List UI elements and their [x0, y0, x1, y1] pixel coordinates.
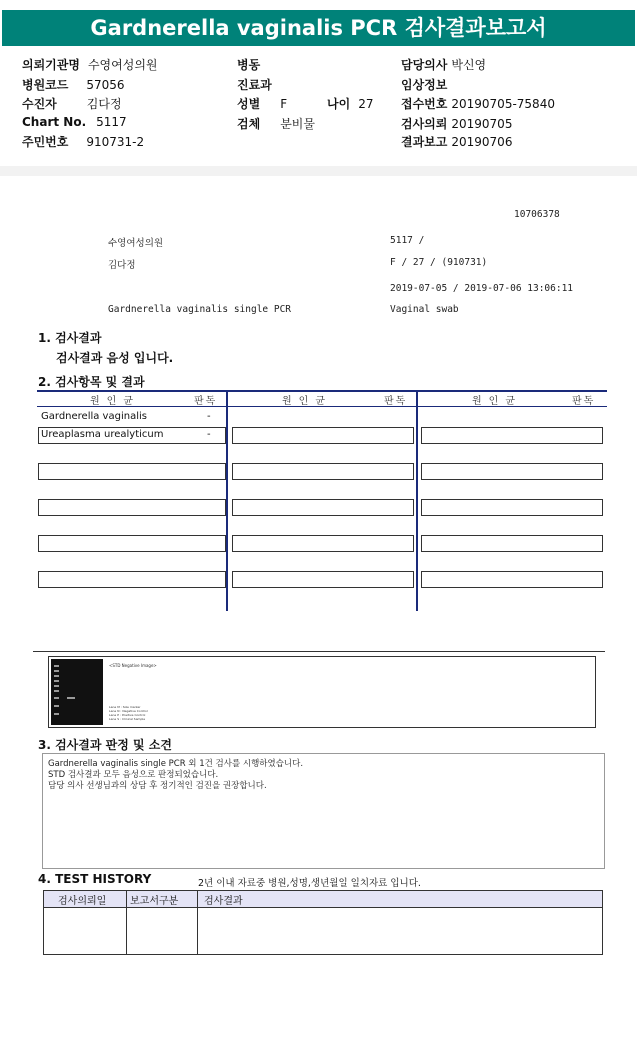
table-cell	[232, 463, 414, 480]
section1-title: 1. 검사결과	[38, 331, 102, 345]
gel-image-box	[48, 656, 596, 728]
report-row	[401, 133, 512, 150]
table-cell	[421, 535, 603, 552]
pathogen-name: Ureaplasma urealyticum	[41, 429, 164, 440]
table-cell	[232, 427, 414, 444]
gel-band	[54, 697, 59, 699]
col-header-pathogen-2: 원인균	[282, 396, 332, 407]
department-label: 진료과	[237, 78, 272, 92]
table-cell	[232, 571, 414, 588]
gel-band	[54, 670, 59, 672]
patient-label: 수진자	[22, 97, 57, 111]
institution-row	[22, 56, 158, 73]
resident-label: 주민번호	[22, 135, 69, 149]
col-header-pathogen-3: 원인균	[472, 396, 522, 407]
patient-value: 김다정	[86, 97, 122, 111]
table-divider-1	[226, 391, 228, 611]
chart-row	[22, 115, 127, 129]
pathogen-name: Gardnerella vaginalis	[41, 411, 147, 422]
section4-title: 4. TEST HISTORY	[38, 872, 152, 886]
clinical-label: 임상정보	[401, 78, 448, 92]
comment-line: STD 검사결과 모두 음성으로 판정되었습니다.	[48, 770, 219, 780]
detail-dates: 2019-07-05 / 2019-07-06 13:06:11	[390, 283, 574, 294]
age-value: 27	[358, 97, 374, 111]
receipt-row	[401, 95, 555, 112]
report-value: 20190706	[451, 135, 513, 149]
detail-code: 10706378	[514, 209, 560, 220]
ward-label: 병동	[237, 58, 261, 72]
gel-band	[54, 680, 59, 682]
table-cell	[38, 499, 226, 516]
history-col-request-date: 검사의뢰일	[58, 896, 107, 907]
hospital-code-label: 병원코드	[22, 78, 69, 92]
chart-value: 5117	[96, 115, 127, 129]
col-header-result-2: 판독	[384, 396, 408, 407]
section3-title: 3. 검사결과 판정 및 소견	[38, 738, 172, 752]
report-label: 결과보고	[401, 135, 448, 149]
age-row	[327, 95, 373, 112]
specimen-label: 검체	[237, 117, 261, 131]
history-col-report-type: 보고서구분	[130, 896, 179, 907]
table-cell	[421, 427, 603, 444]
section2-title: 2. 검사항목 및 결과	[38, 375, 145, 389]
sex-label: 성별	[237, 97, 261, 111]
ward-row	[237, 56, 260, 73]
institution-label: 의뢰기관명	[22, 58, 80, 72]
gel-band	[54, 713, 59, 715]
gel-legend	[109, 705, 148, 721]
request-value: 20190705	[451, 117, 513, 131]
gel-band	[67, 697, 75, 699]
gel-legend-line: Lane N : Negative Control	[109, 709, 148, 713]
doctor-row	[401, 56, 486, 73]
department-row	[237, 76, 272, 93]
resident-value: 910731-2	[86, 135, 145, 149]
specimen-value: 분비물	[280, 117, 315, 131]
section-divider	[33, 651, 605, 652]
history-col-result: 검사결과	[204, 896, 243, 907]
gel-electrophoresis-image	[51, 659, 103, 725]
col-header-pathogen-1: 원인균	[90, 396, 140, 407]
col-header-result-1: 판독	[194, 396, 218, 407]
gel-band	[54, 705, 59, 707]
history-col-divider	[126, 891, 127, 954]
gel-band	[54, 675, 59, 677]
detail-test-name: Gardnerella vaginalis single PCR	[108, 304, 292, 315]
table-cell	[38, 535, 226, 552]
chart-label: Chart No.	[22, 115, 87, 129]
table-cell	[232, 499, 414, 516]
col-header-result-3: 판독	[572, 396, 596, 407]
table-cell	[421, 463, 603, 480]
table-cell	[38, 571, 226, 588]
receipt-value: 20190705-75840	[451, 97, 555, 111]
history-table	[43, 890, 603, 955]
history-header-row	[44, 891, 602, 908]
request-label: 검사의뢰	[401, 117, 448, 131]
gel-band	[54, 665, 59, 667]
section1-result: 검사결과 음성 입니다.	[56, 351, 174, 365]
detail-name: 김다정	[108, 260, 136, 271]
table-cell	[38, 463, 226, 480]
table-cell	[421, 499, 603, 516]
pathogen-result: -	[207, 429, 211, 440]
clinical-row	[401, 76, 447, 93]
table-cell	[421, 571, 603, 588]
request-row	[401, 115, 512, 132]
receipt-label: 접수번호	[401, 97, 448, 111]
detail-clinic: 수영여성의원	[108, 238, 164, 249]
pathogen-result: -	[207, 411, 211, 422]
hospital-code-row	[22, 76, 125, 93]
comment-box	[42, 753, 605, 869]
detail-chart: 5117 /	[390, 235, 425, 246]
table-divider-2	[416, 391, 418, 611]
table-cell	[232, 535, 414, 552]
comment-line: 담당 의사 선생님과의 상담 후 정기적인 검진을 권장합니다.	[48, 781, 267, 791]
institution-value: 수영여성의원	[87, 58, 158, 72]
detail-sex-age: F / 27 / (910731)	[390, 257, 488, 268]
gel-band	[54, 685, 59, 687]
header-gray-band	[0, 166, 637, 176]
gel-legend-line: Lane S : Clinical Sample	[109, 717, 146, 721]
sex-row	[237, 95, 287, 112]
gel-legend-line: Lane M : Size marker	[109, 705, 141, 709]
history-note: 2년 이내 자료중 병원,성명,생년월일 일치자료 입니다.	[198, 878, 421, 889]
patient-row	[22, 95, 122, 112]
gel-band	[54, 690, 59, 692]
comment-line: Gardnerella vaginalis single PCR 외 1건 검사를 시행하였습니다.	[48, 759, 304, 769]
detail-specimen: Vaginal swab	[390, 304, 459, 315]
specimen-row	[237, 115, 315, 132]
report-title: Gardnerella vaginalis PCR 검사결과보고서	[2, 10, 635, 46]
history-col-divider	[197, 891, 198, 954]
sex-value: F	[280, 97, 288, 111]
doctor-value: 박신영	[451, 58, 487, 72]
gel-caption: <STD Negative Image>	[109, 663, 157, 668]
gel-legend-line: Lane P : Positive Control	[109, 713, 146, 717]
resident-row	[22, 133, 144, 150]
hospital-code-value: 57056	[86, 78, 125, 92]
doctor-label: 담당의사	[401, 58, 448, 72]
age-label: 나이	[327, 97, 351, 111]
